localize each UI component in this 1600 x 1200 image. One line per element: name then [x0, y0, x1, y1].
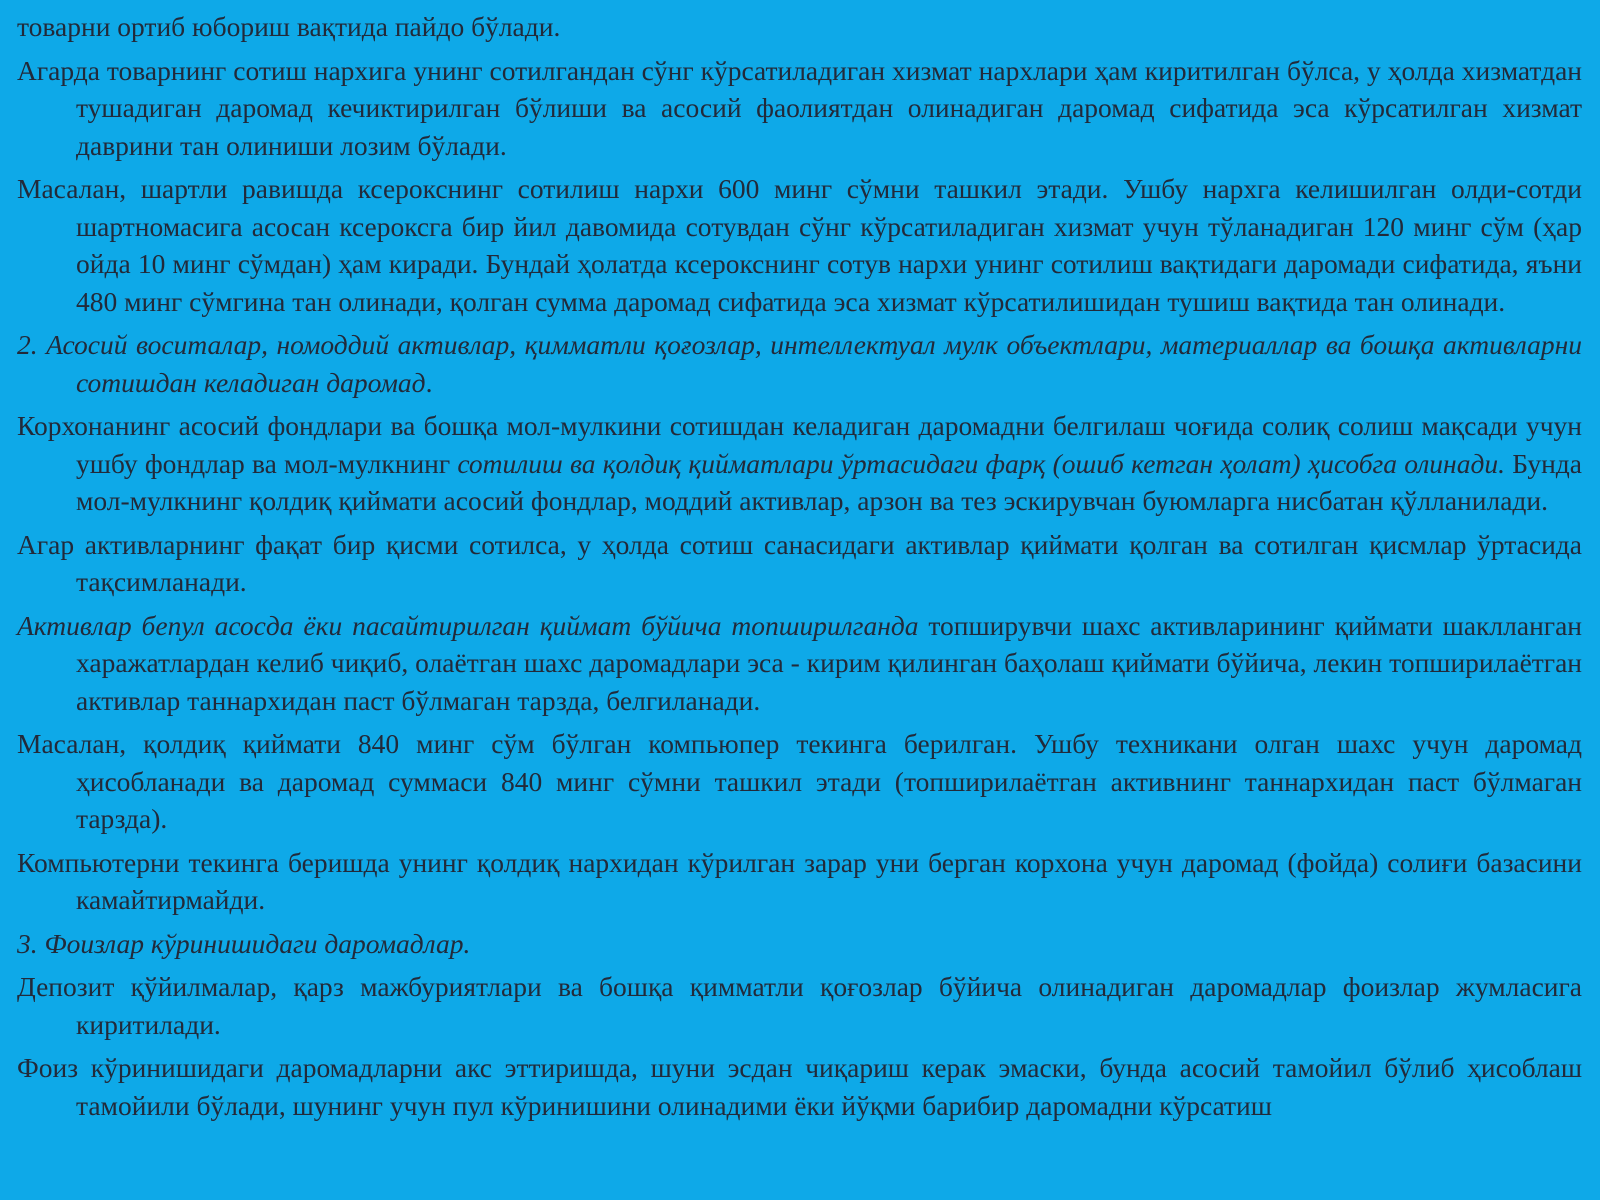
paragraph-interest-income: Фоиз кўринишидаги даромадларни акс эттиришда, шуни эсдан чиқариш керак эмаски, бунда асосий тамойил бўлиб ҳисоблаш тамойили бўлади, шунинг учун пул кўринишини олинадими ёки йўқми барибир даромадни кўрсатиш	[17, 1052, 1582, 1121]
paragraph-computer-example: Масалан, қолдиқ қиймати 840 минг сўм бўлган компьюпер текинга берилган. Ушбу техникани олган шахс учун даромад ҳисобланади ва даромад суммаси 840 минг сўмни ташкил этади (топширилаётган активнинг таннархидан паст бўлмаган тарзда).	[17, 728, 1582, 834]
paragraph-deposits: Депозит қўйилмалар, қарз мажбуриятлари ва бошқа қимматли қоғозлар бўйича олинадиган даромадлар фоизлар жумласига киритилади.	[17, 971, 1582, 1040]
paragraph-fixed-assets-text-c: Бунда мол-мулкнинг қолдиқ қиймати асосий фондлар, моддий активлар, арзон ва тез эскирувчан буюмларга нисбатан қўлланилади.	[76, 447, 1582, 516]
paragraph-continuation: товарни ортиб юбориш вақтида пайдо бўлади.	[17, 11, 561, 42]
section-heading-asset-sales	[17, 326, 1582, 401]
paragraph-free-transfer-text: топширувчи шахс активларининг қиймати шаклланган харажатлардан келиб чиқиб, олаётган шахс даромадлари эса - кирим қилинган баҳолаш қиймати бўйича, лекин топширилаётган активлар таннархидан паст бўлмаган тарзда, белгиланади.	[76, 609, 1582, 716]
section-heading-asset-sales-text: 2. Асосий воситалар, номоддий активлар, қимматли қоғозлар, интеллектуал мулк объектлари, материаллар ва бошқа активларни сотишдан келадиган даромад	[17, 329, 1582, 398]
section-heading-period: .	[425, 366, 433, 398]
paragraph-free-transfer-emphasis: Активлар бепул асосда ёки пасайтирилган қиймат бўйича топширилганда	[17, 609, 919, 641]
paragraph-computer-loss: Компьютерни текинга беришда унинг қолдиқ нархидан кўрилган зарар уни берган корхона учун даромад (фойда) солиғи базасини камайтирмайди.	[17, 846, 1582, 915]
paragraph-xerox-example: Масалан, шартли равишда ксерокснинг сотилиш нархи 600 минг сўмни ташкил этади. Ушбу нархга келишилган олди-сотди шартномасига асосан ксероксга бир йил давомида сотувдан сўнг кўрсатиладиган хизмат учун тўланадиган 120 минг сўм (ҳар ойда 10 минг сўмдан) ҳам киради. Бундай ҳолатда ксерокснинг сотув нархи унинг сотилиш вақтидаги даромади сифатида, яъни 480 минг сўмгина тан олинади, қолган сумма даромад сифатида эса хизмат кўрсатилишидан тушиш вақтида тан олинади.	[17, 173, 1582, 317]
paragraph-service-revenue: Агарда товарнинг сотиш нархига унинг сотилгандан сўнг кўрсатиладиган хизмат нархлари ҳам киритилган бўлса, у ҳолда хизматдан тушадиган даромад кечиктирилган бўлиши ва асосий фаолиятдан олинадиган даромад сифатида эса кўрсатилган хизмат даврини тан олиниши лозим бўлади.	[17, 54, 1582, 161]
paragraph-fixed-assets-emphasis: сотилиш ва қолдиқ қийматлари ўртасидаги фарқ (ошиб кетган ҳолат) ҳисобга олинади.	[457, 447, 1505, 479]
paragraph-fixed-assets-text-a: Корхонанинг асосий фондлари ва бошқа мол-мулкини сотишдан келадиган даромадни белгилаш чоғида солиқ солиш мақсади учун ушбу фондлар ва мол-мулкнинг	[17, 410, 1582, 479]
paragraph-partial-sale: Агар активларнинг фақат бир қисми сотилса, у ҳолда сотиш санасидаги активлар қиймати қолган ва сотилган қисмлар ўртасида тақсимланади.	[17, 528, 1582, 597]
paragraph-fixed-assets	[17, 407, 1582, 520]
paragraph-free-transfer	[17, 607, 1582, 720]
section-heading-interest: 3. Фоизлар кўринишидаги даромадлар.	[17, 927, 471, 959]
